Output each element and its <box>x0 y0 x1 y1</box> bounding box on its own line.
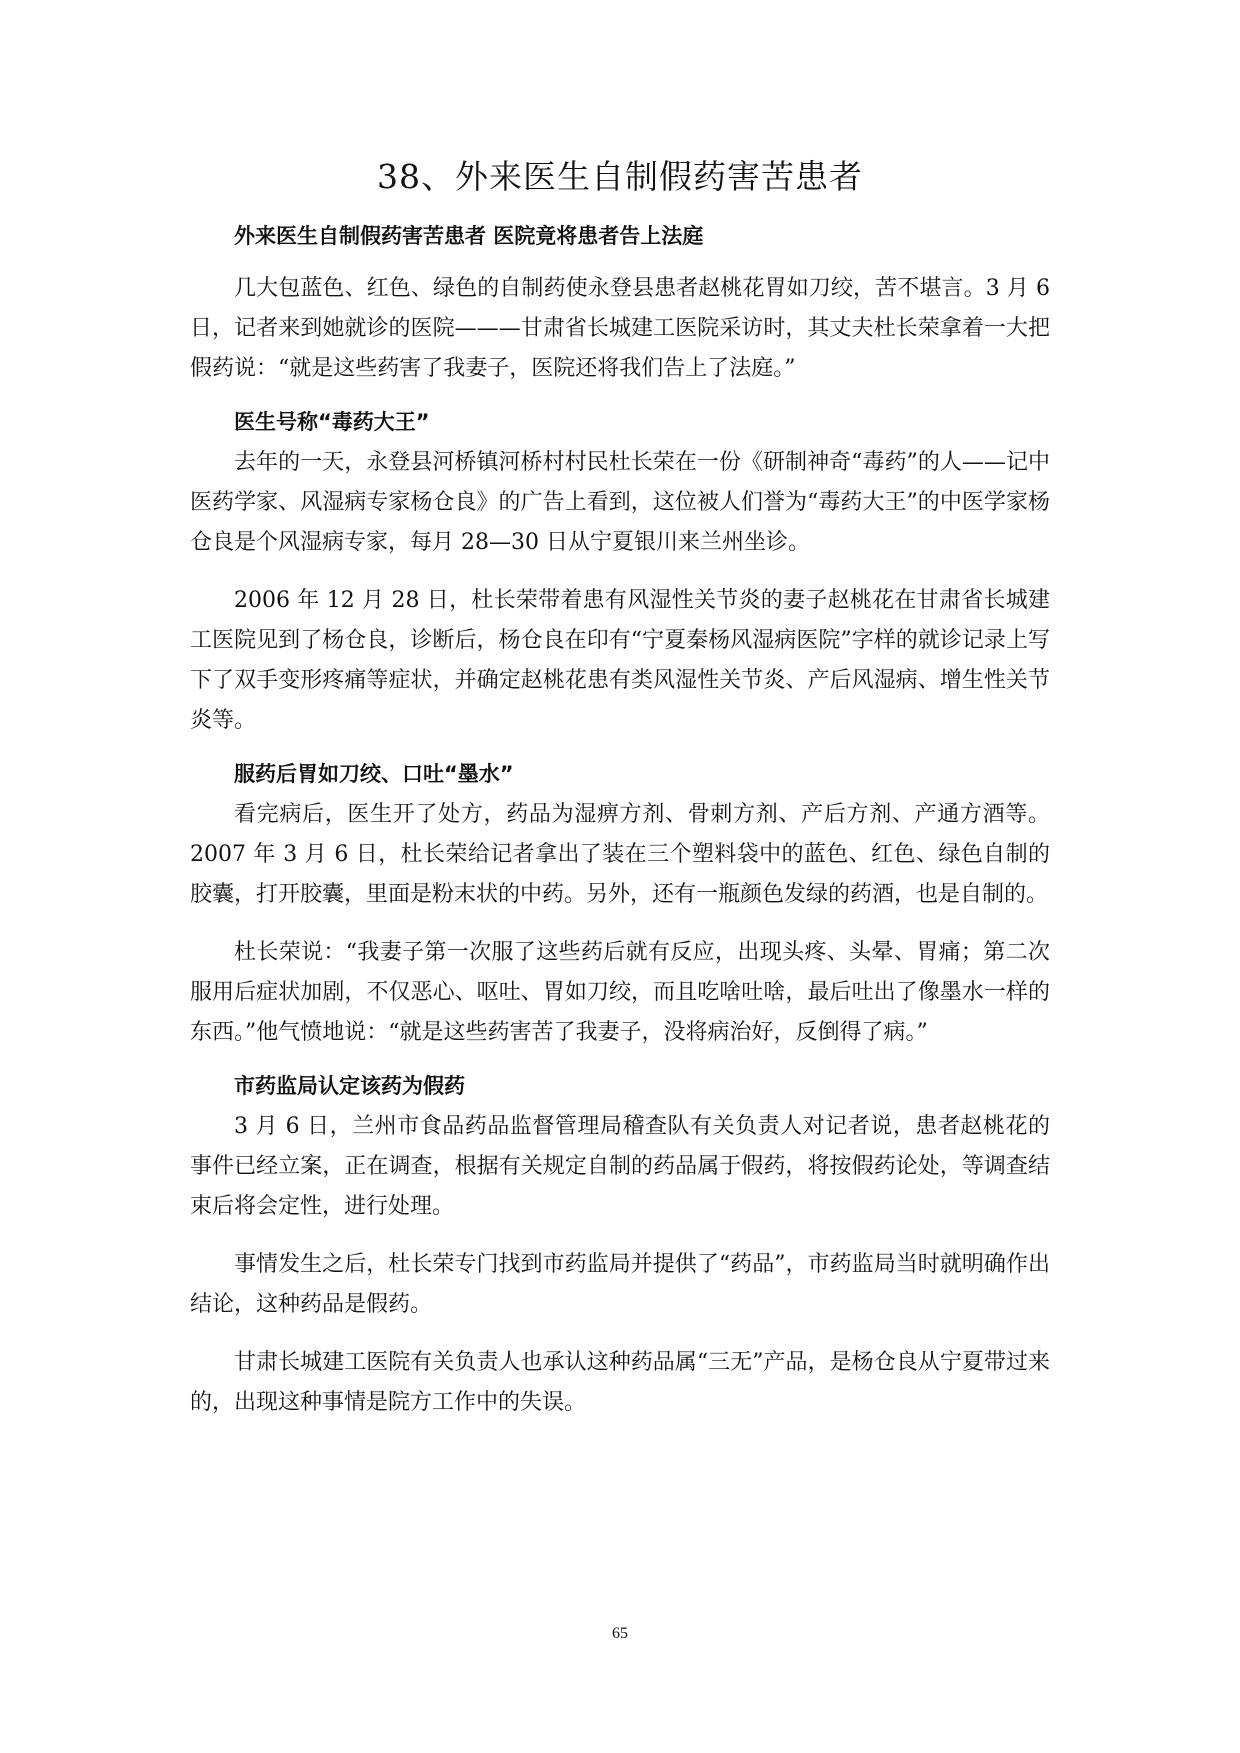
page-number: 65 <box>612 1625 628 1642</box>
section-3-paragraph-2: 事情发生之后，杜长荣专门找到市药监局并提供了“药品”，市药监局当时就明确作出结论，这种药品是假药。 <box>190 1252 1050 1317</box>
document-body <box>190 155 1050 1441</box>
page-title: 38、外来医生自制假药害苦患者 <box>377 157 863 196</box>
section-heading-3: 市药监局认定该药为假药 <box>234 1074 465 1098</box>
intro-paragraph: 几大包蓝色、红色、绿色的自制药使永登县患者赵桃花胃如刀绞，苦不堪言。3 月 6 日，记者来到她就诊的医院———甘肃省长城建工医院采访时，其丈夫杜长荣拿着一大把假药说：“就是这些药害了我妻子，医院还将我们告上了法庭。” <box>190 276 1050 381</box>
section-2-paragraph-2: 杜长荣说：“我妻子第一次服了这些药后就有反应，出现头疼、头晕、胃痛；第二次服用后症状加剧，不仅恶心、呕吐、胃如刀绞，而且吃啥吐啥，最后吐出了像墨水一样的东西。”他气愤地说：“就是这些药害苦了我妻子，没将病治好，反倒得了病。” <box>190 940 1050 1045</box>
section-3-paragraph-1: 3 月 6 日，兰州市食品药品监督管理局稽查队有关负责人对记者说，患者赵桃花的事件已经立案，正在调查，根据有关规定自制的药品属于假药，将按假药论处，等调查结束后将会定性，进行处理。 <box>190 1114 1050 1219</box>
section-1-paragraph-1: 去年的一天，永登县河桥镇河桥村村民杜长荣在一份《研制神奇“毒药”的人——记中医药学家、风湿病专家杨仓良》的广告上看到，这位被人们誉为“毒药大王”的中医学家杨仓良是个风湿病专家，每月 28—30 日从宁夏银川来兰州坐诊。 <box>190 450 1050 555</box>
section-2-paragraph-1: 看完病后，医生开了处方，药品为湿痹方剂、骨刺方剂、产后方剂、产通方酒等。2007 年 3 月 6 日，杜长荣给记者拿出了装在三个塑料袋中的蓝色、红色、绿色自制的胶囊，打开胶囊，里面是粉末状的中药。另外，还有一瓶颜色发绿的药酒，也是自制的。 <box>190 802 1050 907</box>
section-heading-1: 医生号称“毒药大王” <box>234 410 430 434</box>
section-3-paragraph-3: 甘肃长城建工医院有关负责人也承认这种药品属“三无”产品，是杨仓良从宁夏带过来的，出现这种事情是院方工作中的失误。 <box>190 1350 1050 1415</box>
section-1-paragraph-2: 2006 年 12 月 28 日，杜长荣带着患有风湿性关节炎的妻子赵桃花在甘肃省长城建工医院见到了杨仓良，诊断后，杨仓良在印有“宁夏秦杨风湿病医院”字样的就诊记录上写下了双手变形疼痛等症状，并确定赵桃花患有类风湿性关节炎、产后风湿病、增生性关节炎等。 <box>190 588 1050 733</box>
section-heading-2: 服药后胃如刀绞、口吐“墨水” <box>234 762 514 786</box>
article-subtitle: 外来医生自制假药害苦患者 医院竟将患者告上法庭 <box>234 224 704 248</box>
